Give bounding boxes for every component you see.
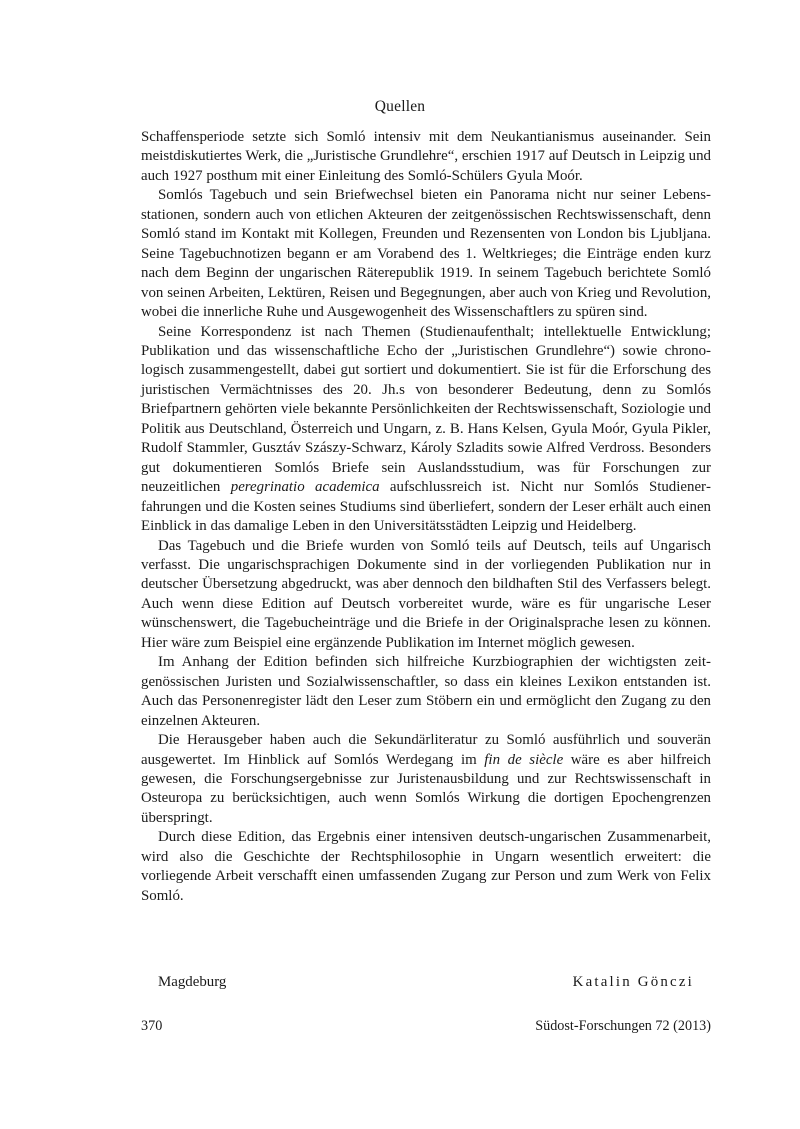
signature-place: Magdeburg	[158, 974, 227, 990]
text-run: Durch diese Edition, das Ergebnis einer intensiven deutsch-ungarischen Zusammenarbeit, wird also die Geschichte der Rechtsphilosophie in Ungarn wesentlich erweitert: die vorliegende Arbeit verschafft einen umfassenden Zugang zur Person und zum Werk von Felix Somló.	[141, 829, 711, 904]
italic-text: peregrinatio academica	[230, 479, 380, 496]
text-run: aufschlussreich ist. Nicht nur Somlós Studienerfahrungen und die Kosten seines Studiums sind überliefert, sondern der Leser erhält auch einen Einblick in das damalige Leben in den Universitätsstädten Leipzig und Heidelberg.	[141, 479, 711, 535]
text-run: Somlós Tagebuch und sein Briefwechsel bieten ein Panorama nicht nur seiner Lebensstationen, sondern auch von etlichen Akteuren der zeitgenössischen Rechtswissenschaft, denn Somló stand im Kontakt mit Kollegen, Freunden und Rezensenten von London bis Ljubljana. Seine Tagebuchnotizen begann er am Vorabend des 1. Weltkrieges; die Einträge enden kurz nach dem Beginn der ungarischen Räterepublik 1919. In seinem Tagebuch berichtete Somló von seinen Arbeiten, Lektüren, Reisen und Begegnungen, aber auch von Krieg und Revolution, wobei die innerliche Ruhe und Ausgewogenheit des Wissenschaftlers zu spüren sind.	[141, 187, 711, 321]
page-footer	[141, 1018, 711, 1035]
text-run: Im Anhang der Edition befinden sich hilfreiche Kurzbiographien der wichtigsten zeitgenössischen Juristen und Sozialwissenschaftler, so dass ein kleines Lexikon entstanden ist. Auch das Personenregister lädt den Leser zum Stöbern ein und ermöglicht den Zugang zu den einzelnen Akteuren.	[141, 654, 711, 729]
text-run: Das Tagebuch und die Briefe wurden von Somló teils auf Deutsch, teils auf Ungarisch verfasst. Die ungarischsprachigen Dokumente sind in der vorliegenden Publikation nur in deutscher Übersetzung abgedruckt, was aber dennoch den bildhaften Stil des Verfassers belegt. Auch wenn diese Edition auf Deutsch vorbereitet wurde, wäre es für ungarische Leser wünschenswert, die Tagebucheinträge und die Briefe in der Originalsprache lesen zu können. Hier wäre zum Beispiel eine ergänzende Publikation im Internet möglich gewesen.	[141, 537, 711, 651]
paragraph	[141, 323, 711, 537]
text-run: Die Herausgeber haben auch die Sekundärliteratur zu Somló ausführlich und souverän ausgewertet. Im Hinblick auf Somlós Werdegang im	[141, 732, 711, 768]
text-run: wäre es aber hilfreich gewesen, die Forschungsergebnisse zur Juristenausbildung und zur Rechtswissenschaft in Osteuropa zu berücksichtigen, auch wenn Somlós Wirkung die dortigen Epochengrenzen überspringt.	[141, 751, 711, 826]
signature-author: Katalin Gönczi	[572, 974, 694, 990]
text-run: Schaffensperiode setzte sich Somló intensiv mit dem Neukantianismus auseinander. Sein meistdiskutiertes Werk, die „Juristische Grundlehre“, erschien 1917 auf Deutsch in Leipzig und auch 1927 posthum mit einer Einleitung des Somló-Schülers Gyula Moór.	[141, 129, 711, 184]
paragraph	[141, 537, 711, 654]
running-head: Quellen	[374, 98, 426, 115]
signature	[158, 974, 694, 991]
article-body	[141, 128, 711, 906]
paragraph	[141, 731, 711, 828]
paragraph	[141, 186, 711, 322]
text-run: Seine Korrespondenz ist nach Themen (Studienaufenthalt; intellektuelle Entwicklung; Publikation und das wissenschaftliche Echo der „Juristischen Grundlehre“) sowie chronologisch zusammengestellt, dabei gut sortiert und dokumentiert. Sie ist für die Erforschung des juristischen Vermächtnisses des 20. Jh.s von besonderer Bedeutung, denn zu Somlós Briefpartnern gehörten viele bekannte Persönlichkeiten der Rechtswissenschaft, Soziologie und Politik aus Deutschland, Österreich und Ungarn, z. B. Hans Kelsen, Gyula Moór, Gyula Pikler, Rudolf Stammler, Gusztáv Szászy-Schwarz, Károly Szladits sowie Alfred Verdross. Besonders gut dokumentieren Somlós Briefe sein Auslandsstudium, was für Forschungen zur neuzeitlichen	[141, 323, 711, 496]
paragraph	[141, 128, 711, 186]
journal-citation: Südost-Forschungen 72 (2013)	[535, 1018, 711, 1034]
page-number: 370	[141, 1018, 163, 1034]
paragraph	[141, 828, 711, 906]
italic-text: fin de siècle	[484, 751, 564, 768]
paragraph	[141, 653, 711, 731]
